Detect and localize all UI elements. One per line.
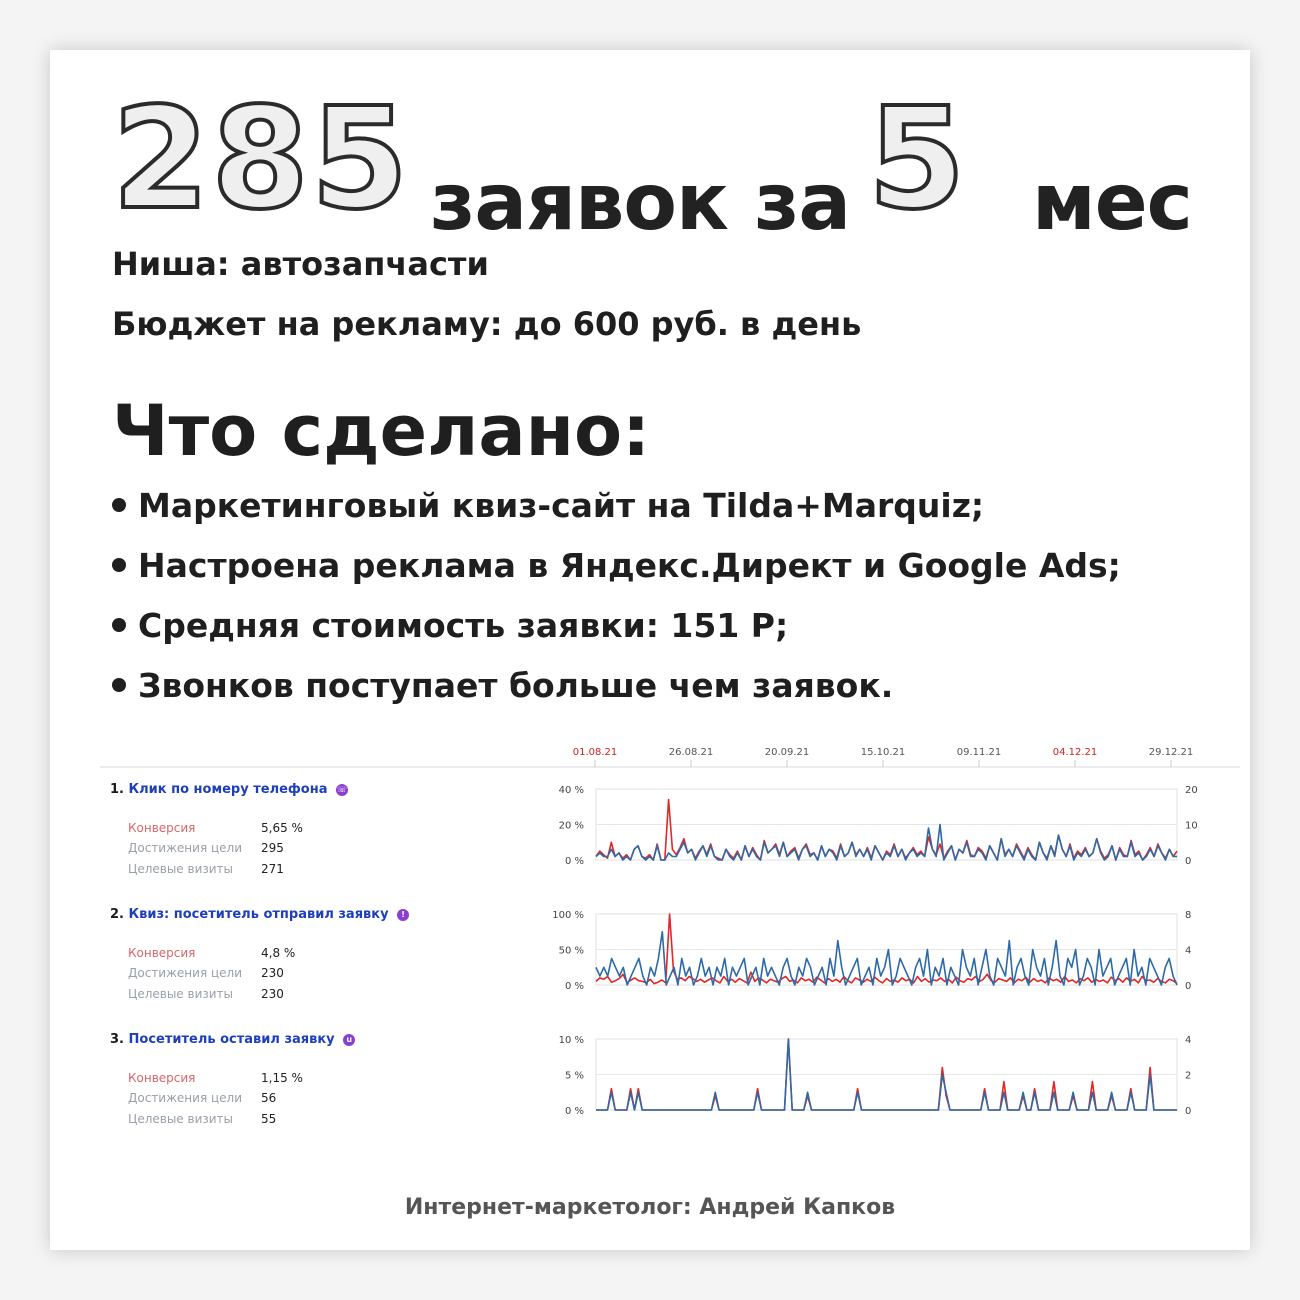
visits-series-line — [596, 825, 1177, 861]
timeline-date-label: 04.12.21 — [1052, 747, 1098, 758]
metric-label: Достижения цели — [128, 1091, 242, 1105]
months-number: 5 — [868, 78, 968, 241]
bullet-item — [112, 486, 984, 525]
chart-right-axis-label: 8 — [1185, 910, 1192, 921]
metric-label: Конверсия — [128, 821, 196, 835]
bullet-dot-icon — [112, 558, 126, 572]
metric-value: 5,65 % — [261, 821, 303, 835]
metric-value: 55 — [261, 1112, 277, 1126]
bullet-dot-icon — [112, 498, 126, 512]
timeline-date-label: 20.09.21 — [764, 747, 810, 758]
chart-left-axis-label: 0 % — [564, 856, 584, 867]
phone-icon: ☏ — [337, 784, 348, 794]
metric-label: Целевые визиты — [128, 1112, 234, 1126]
bullet-item — [112, 546, 1121, 585]
goal-title[interactable] — [110, 907, 409, 922]
goal-name[interactable]: Посетитель оставил заявку — [128, 1032, 335, 1047]
timeline-date-label: 01.08.21 — [572, 747, 618, 758]
goal-name[interactable]: Клик по номеру телефона — [128, 782, 328, 797]
chart-right-axis-label: 0 — [1185, 981, 1192, 992]
author-footer: Интернет-маркетолог: Андрей Капков — [404, 1195, 896, 1220]
metric-label: Конверсия — [128, 1071, 196, 1085]
chart-left-axis-label: 10 % — [558, 1035, 584, 1046]
goal-index: 1. — [110, 782, 124, 797]
goal-index: 3. — [110, 1032, 124, 1047]
metric-value: 230 — [261, 966, 284, 980]
metric-value: 1,15 % — [261, 1071, 303, 1085]
metric-value: 295 — [261, 841, 284, 855]
goal-title[interactable] — [110, 782, 348, 797]
goal-charts — [540, 738, 1240, 1138]
metric-value: 56 — [261, 1091, 277, 1105]
chart-left-axis-label: 40 % — [558, 785, 584, 796]
bullet-text: Настроена реклама в Яндекс.Директ и Google Ads; — [138, 546, 1121, 585]
metric-label: Достижения цели — [128, 966, 242, 980]
metric-value: 4,8 % — [261, 946, 296, 960]
chart-right-axis-label: 4 — [1185, 1035, 1192, 1046]
goal-name[interactable]: Квиз: посетитель отправил заявку — [128, 907, 389, 922]
bullet-item — [112, 666, 893, 705]
goal-index: 2. — [110, 907, 124, 922]
chart-left-axis-label: 100 % — [552, 910, 584, 921]
leads-number: 285 — [112, 78, 411, 241]
metric-label: Целевые визиты — [128, 987, 234, 1001]
visits-series-line — [596, 932, 1177, 985]
chart-right-axis-label: 2 — [1185, 1070, 1192, 1082]
done-title: Что сделано: — [112, 390, 651, 472]
chart-right-axis-label: 20 — [1185, 785, 1198, 796]
bullet-dot-icon — [112, 618, 126, 632]
chart-left-axis-label: 0 % — [564, 1106, 584, 1117]
chart-right-axis-label: 4 — [1185, 945, 1192, 957]
exclamation-icon: ! — [397, 909, 409, 921]
chart-right-axis-label: 0 — [1185, 856, 1192, 867]
chart-left-axis-label: 50 % — [558, 945, 584, 957]
bullet-text: Маркетинговый квиз-сайт на Tilda+Marquiz; — [138, 486, 985, 525]
goal-title[interactable] — [110, 1032, 355, 1047]
leads-text: заявок за — [430, 158, 851, 248]
bullet-dot-icon — [112, 678, 126, 692]
bullet-text: Звонков поступает больше чем заявок. — [138, 666, 894, 705]
timeline-date-label: 29.12.21 — [1148, 747, 1194, 758]
infographic-card — [50, 50, 1250, 1250]
conversion-series-line — [596, 800, 1177, 860]
metrica-goals-screenshot — [100, 738, 1240, 1138]
conversion-series-line — [596, 914, 1177, 984]
chart-left-axis-label: 5 % — [564, 1070, 584, 1082]
metric-label: Достижения цели — [128, 841, 242, 855]
chart-right-axis-label: 10 — [1185, 820, 1198, 832]
url-icon: u — [343, 1034, 355, 1046]
metric-value: 230 — [261, 987, 284, 1001]
metric-label: Конверсия — [128, 946, 196, 960]
timeline-date-label: 09.11.21 — [956, 747, 1002, 758]
timeline-date-label: 26.08.21 — [668, 747, 714, 758]
chart-right-axis-label: 0 — [1185, 1106, 1192, 1117]
metric-label: Целевые визиты — [128, 862, 234, 876]
metric-value: 271 — [261, 862, 284, 876]
bullet-text: Средняя стоимость заявки: 151 Р; — [138, 606, 789, 645]
budget-line: Бюджет на рекламу: до 600 руб. в день — [112, 305, 862, 343]
timeline-date-label: 15.10.21 — [860, 747, 906, 758]
niche-line: Ниша: автозапчасти — [112, 245, 489, 283]
chart-left-axis-label: 20 % — [558, 820, 584, 832]
bullet-item — [112, 606, 788, 645]
months-text: мес — [1032, 158, 1192, 248]
chart-left-axis-label: 0 % — [564, 981, 584, 992]
